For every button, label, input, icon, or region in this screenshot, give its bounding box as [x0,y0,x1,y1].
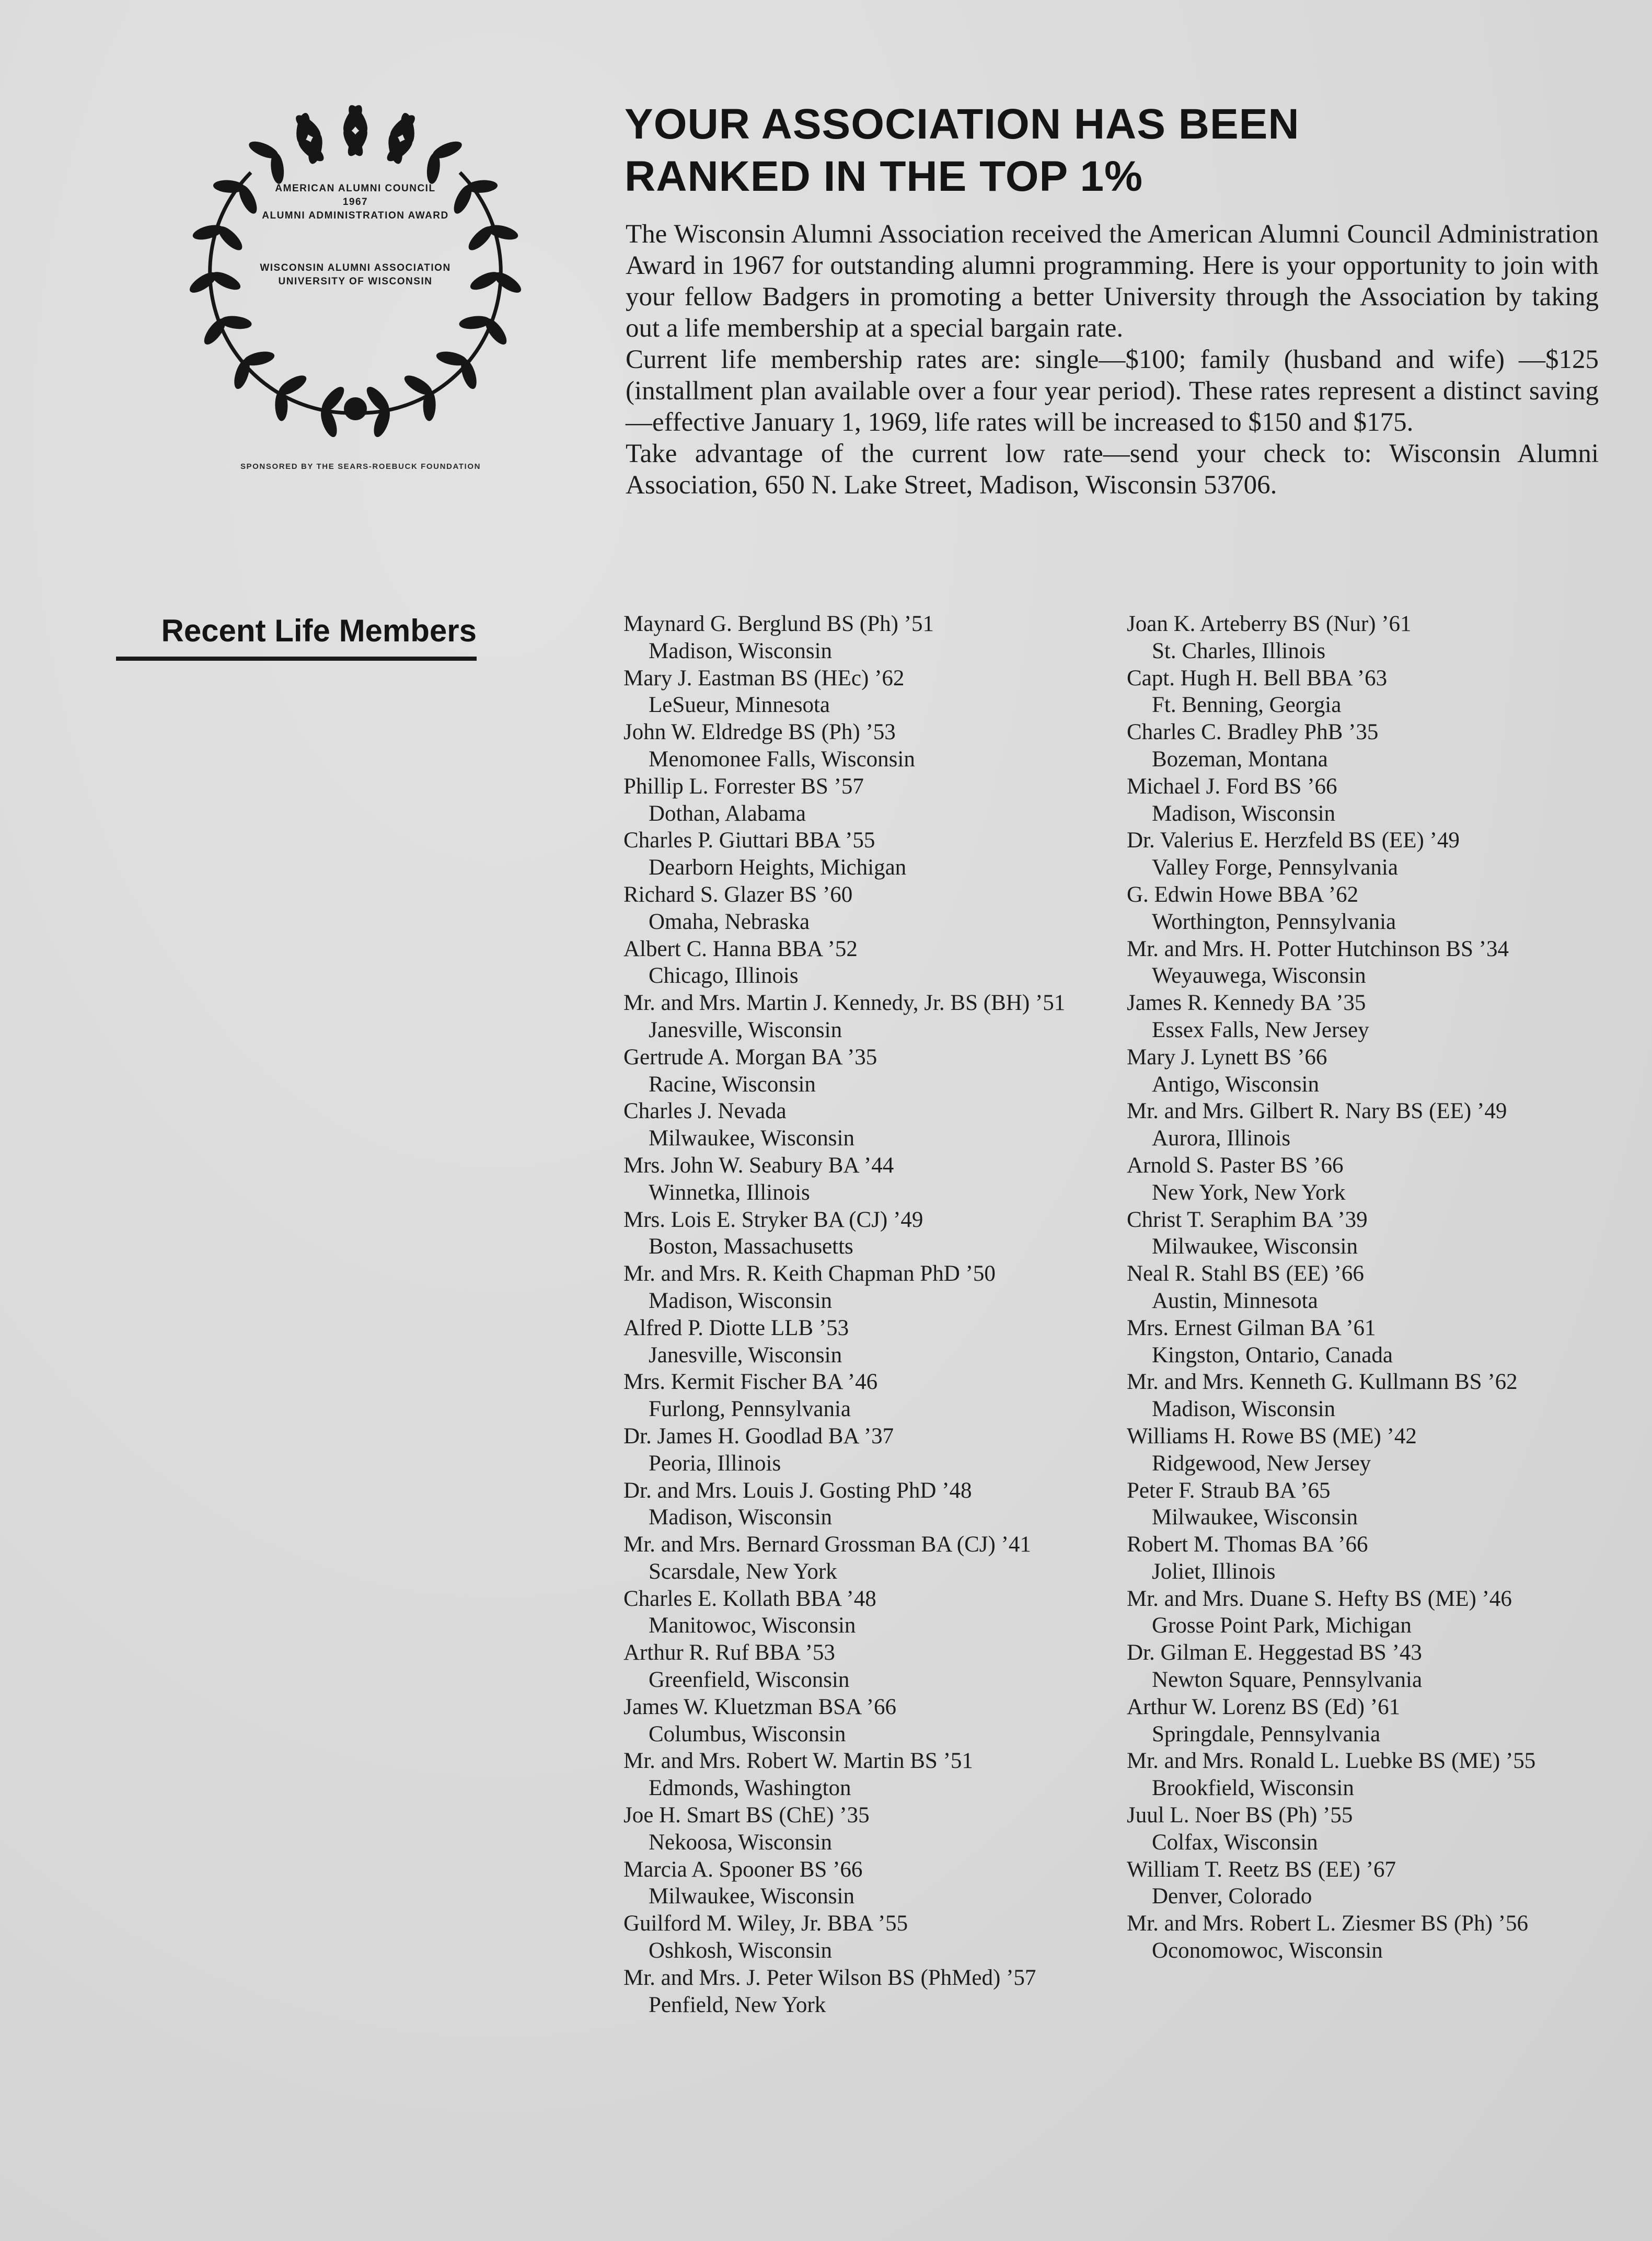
member-hometown: Milwaukee, Wisconsin [1152,1234,1358,1259]
member-hometown: Racine, Wisconsin [649,1072,816,1097]
member-name: Richard S. Glazer BS ’60 [623,882,853,907]
member-name: Mrs. John W. Seabury BA ’44 [623,1153,894,1178]
member-hometown: Penfield, New York [649,1992,826,2017]
member-name: Peter F. Straub BA ’65 [1127,1478,1331,1503]
member-entry [1127,773,1602,828]
member-hometown: Winnetka, Illinois [649,1180,810,1205]
member-hometown: Bozeman, Montana [1152,746,1328,772]
member-entry [623,611,1094,665]
member-hometown: Madison, Wisconsin [649,1288,833,1313]
member-hometown: Colfax, Wisconsin [1152,1830,1318,1855]
award-title-line: ALUMNI ADMINISTRATION AWARD [262,210,449,221]
member-entry [623,1585,1094,1640]
member-name: Mr. and Mrs. R. Keith Chapman PhD ’50 [623,1261,996,1286]
members-column-right [1127,611,1602,1964]
member-entry [623,1423,1094,1477]
member-entry [1127,1856,1602,1911]
member-hometown: Worthington, Pennsylvania [1152,909,1396,934]
member-entry [623,1098,1094,1152]
article-body [626,219,1599,501]
member-entry [623,665,1094,719]
member-hometown: Denver, Colorado [1152,1884,1312,1909]
member-hometown: Columbus, Wisconsin [649,1721,846,1746]
member-hometown: Omaha, Nebraska [649,909,810,934]
member-entry [1127,1369,1602,1423]
member-hometown: Weyauwega, Wisconsin [1152,963,1366,989]
member-entry [1127,1044,1602,1098]
member-entry [1127,1639,1602,1694]
member-hometown: Madison, Wisconsin [1152,801,1336,826]
member-hometown: Madison, Wisconsin [1152,1397,1336,1422]
member-hometown: Menomonee Falls, Wisconsin [649,746,915,772]
member-hometown: Madison, Wisconsin [649,638,833,663]
body-paragraph-address: Take advantage of the current low rate—send your check to: Wisconsin Alumni Association, 650 N. Lake Street, Madison, Wisconsin 53706. [626,439,1599,500]
headline [625,98,1513,203]
member-name: Marcia A. Spooner BS ’66 [623,1857,863,1882]
member-name: Charles E. Kollath BBA ’48 [623,1586,876,1611]
member-name: Phillip L. Forrester BS ’57 [623,774,864,799]
member-name: Mrs. Ernest Gilman BA ’61 [1127,1315,1376,1340]
member-hometown: Janesville, Wisconsin [649,1342,842,1367]
member-entry [1127,1802,1602,1856]
member-entry [623,1369,1094,1423]
member-entry [623,1260,1094,1315]
award-year-line: 1967 [342,197,368,208]
member-name: Arthur R. Ruf BBA ’53 [623,1640,835,1665]
member-hometown: Scarsdale, New York [649,1559,837,1584]
member-hometown: Dothan, Alabama [649,801,806,826]
member-hometown: Manitowoc, Wisconsin [649,1613,856,1638]
member-entry [623,1802,1094,1856]
member-hometown: Peoria, Illinois [649,1451,781,1476]
member-entry [623,773,1094,828]
member-name: Mr. and Mrs. Bernard Grossman BA (CJ) ’41 [623,1532,1031,1557]
member-name: Robert M. Thomas BA ’66 [1127,1532,1368,1557]
member-entry [1127,1748,1602,1802]
member-name: Mary J. Lynett BS ’66 [1127,1044,1327,1070]
member-name: Juul L. Noer BS (Ph) ’55 [1127,1803,1353,1828]
member-name: Mr. and Mrs. Gilbert R. Nary BS (EE) ’49 [1127,1099,1507,1124]
member-name: James R. Kennedy BA ’35 [1127,991,1366,1016]
member-entry [1127,665,1602,719]
member-hometown: Edmonds, Washington [649,1776,851,1801]
member-hometown: New York, New York [1152,1180,1346,1205]
member-name: Dr. Valerius E. Herzfeld BS (EE) ’49 [1127,828,1460,853]
member-name: Mr. and Mrs. Ronald L. Luebke BS (ME) ’55 [1127,1749,1536,1774]
award-seal-top-text [188,182,523,223]
member-entry [623,1964,1094,2019]
member-entry [1127,1531,1602,1585]
member-hometown: Milwaukee, Wisconsin [1152,1505,1358,1530]
award-council-line: AMERICAN ALUMNI COUNCIL [275,183,436,194]
member-name: Capt. Hugh H. Bell BBA ’63 [1127,665,1388,691]
member-name: William T. Reetz BS (EE) ’67 [1127,1857,1396,1882]
member-entry [1127,1694,1602,1748]
body-paragraph-award: The Wisconsin Alumni Association received the American Alumni Council Administration Award in 1967 for outstanding alumni programming. Here is your opportunity to join with your fellow Badgers in promoting a better University through the Association by taking out a life membership at a special bargain rate. [626,220,1599,343]
member-name: Mr. and Mrs. J. Peter Wilson BS (PhMed) ’57 [623,1965,1036,1990]
member-entry [1127,1098,1602,1152]
member-hometown: Kingston, Ontario, Canada [1152,1342,1393,1367]
member-entry [623,1044,1094,1098]
member-entry [623,1748,1094,1802]
member-entry [1127,1423,1602,1477]
member-hometown: St. Charles, Illinois [1152,638,1326,663]
member-hometown: Milwaukee, Wisconsin [649,1884,854,1909]
member-name: Michael J. Ford BS ’66 [1127,774,1337,799]
member-name: Joan K. Arteberry BS (Nur) ’61 [1127,612,1412,636]
member-name: John W. Eldredge BS (Ph) ’53 [623,720,896,745]
member-name: Neal R. Stahl BS (EE) ’66 [1127,1261,1364,1286]
member-name: Mrs. Lois E. Stryker BA (CJ) ’49 [623,1207,923,1232]
member-entry [623,881,1094,936]
member-entry [623,1856,1094,1911]
member-name: Charles P. Giuttari BBA ’55 [623,828,875,853]
member-hometown: Springdale, Pennsylvania [1152,1721,1381,1746]
member-entry [623,1477,1094,1532]
member-name: Gertrude A. Morgan BA ’35 [623,1044,877,1070]
member-hometown: Boston, Massachusetts [649,1234,853,1259]
member-name: Williams H. Rowe BS (ME) ’42 [1127,1423,1417,1449]
member-entry [1127,1206,1602,1261]
member-name: Dr. and Mrs. Louis J. Gosting PhD ’48 [623,1478,972,1503]
headline-line-2: RANKED IN THE TOP 1% [625,153,1143,200]
member-entry [1127,990,1602,1044]
section-title: Recent Life Members [116,611,477,661]
member-hometown: Antigo, Wisconsin [1152,1072,1319,1097]
member-entry [623,990,1094,1044]
member-name: Mr. and Mrs. Martin J. Kennedy, Jr. BS (BH) ’51 [623,991,1066,1016]
member-entry [623,1152,1094,1206]
member-entry [623,1694,1094,1748]
headline-line-1: YOUR ASSOCIATION HAS BEEN [625,100,1300,148]
member-entry [623,1910,1094,1964]
member-name: Christ T. Seraphim BA ’39 [1127,1207,1368,1232]
member-entry [1127,827,1602,881]
member-entry [1127,719,1602,773]
member-hometown: Joliet, Illinois [1152,1559,1276,1584]
member-hometown: Oconomowoc, Wisconsin [1152,1938,1383,1963]
member-name: Albert C. Hanna BBA ’52 [623,936,858,961]
member-name: Charles C. Bradley PhB ’35 [1127,720,1379,745]
member-name: Mrs. Kermit Fischer BA ’46 [623,1370,878,1395]
member-name: Guilford M. Wiley, Jr. BBA ’55 [623,1911,908,1936]
body-paragraph-rates: Current life membership rates are: single—$100; family (husband and wife) —$125 (installment plan available over a four year period). These rates represent a distinct saving—effective January 1, 1969, life rates will be increased to $150 and $175. [626,345,1599,437]
member-hometown: Ridgewood, New Jersey [1152,1451,1371,1476]
member-entry [1127,936,1602,990]
member-name: G. Edwin Howe BBA ’62 [1127,882,1359,907]
member-hometown: Dearborn Heights, Michigan [649,855,907,880]
member-entry [623,827,1094,881]
member-entry [623,1639,1094,1694]
member-name: Maynard G. Berglund BS (Ph) ’51 [623,612,934,636]
member-name: Alfred P. Diotte LLB ’53 [623,1315,849,1340]
member-hometown: Newton Square, Pennsylvania [1152,1668,1423,1693]
member-entry [623,1315,1094,1369]
member-name: Mr. and Mrs. Robert W. Martin BS ’51 [623,1749,973,1774]
member-hometown: Madison, Wisconsin [649,1505,833,1530]
member-name: Mr. and Mrs. H. Potter Hutchinson BS ’34 [1127,936,1509,961]
member-hometown: Brookfield, Wisconsin [1152,1776,1354,1801]
member-name: Arthur W. Lorenz BS (Ed) ’61 [1127,1694,1401,1719]
member-hometown: Grosse Point Park, Michigan [1152,1613,1412,1638]
member-entry [1127,1315,1602,1369]
member-name: Arnold S. Paster BS ’66 [1127,1153,1344,1178]
member-entry [623,719,1094,773]
member-name: Mr. and Mrs. Kenneth G. Kullmann BS ’62 [1127,1370,1518,1395]
award-seal [188,105,523,439]
member-hometown: Milwaukee, Wisconsin [649,1126,854,1151]
sponsor-credit: SPONSORED BY THE SEARS-ROEBUCK FOUNDATION [240,462,481,471]
member-entry [1127,611,1602,665]
member-name: Mr. and Mrs. Duane S. Hefty BS (ME) ’46 [1127,1586,1512,1611]
member-entry [1127,1477,1602,1532]
member-name: Dr. Gilman E. Heggestad BS ’43 [1127,1640,1422,1665]
member-hometown: Nekoosa, Wisconsin [649,1830,832,1855]
member-entry [1127,881,1602,936]
member-hometown: Ft. Benning, Georgia [1152,693,1342,718]
member-name: Mary J. Eastman BS (HEc) ’62 [623,665,905,691]
member-hometown: Essex Falls, New Jersey [1152,1017,1369,1042]
member-entry [1127,1910,1602,1964]
member-hometown: Valley Forge, Pennsylvania [1152,855,1398,880]
member-hometown: Chicago, Illinois [649,963,799,989]
member-hometown: Aurora, Illinois [1152,1126,1291,1151]
award-university-line: UNIVERSITY OF WISCONSIN [278,276,433,287]
member-hometown: Furlong, Pennsylvania [649,1397,851,1422]
member-hometown: Janesville, Wisconsin [649,1017,842,1042]
member-hometown: Greenfield, Wisconsin [649,1668,850,1693]
member-entry [1127,1260,1602,1315]
member-hometown: Austin, Minnesota [1152,1288,1318,1313]
member-name: James W. Kluetzman BSA ’66 [623,1694,896,1719]
member-name: Mr. and Mrs. Robert L. Ziesmer BS (Ph) ’56 [1127,1911,1528,1936]
member-name: Charles J. Nevada [623,1099,787,1124]
member-hometown: Oshkosh, Wisconsin [649,1938,833,1963]
award-association-line: WISCONSIN ALUMNI ASSOCIATION [260,262,451,273]
award-seal-bottom-text [188,261,523,289]
member-hometown: LeSueur, Minnesota [649,693,830,718]
member-name: Joe H. Smart BS (ChE) ’35 [623,1803,870,1828]
members-column-left [623,611,1094,2018]
member-entry [623,1206,1094,1261]
member-name: Dr. James H. Goodlad BA ’37 [623,1423,894,1449]
member-entry [1127,1152,1602,1206]
member-entry [623,936,1094,990]
member-entry [1127,1585,1602,1640]
member-entry [623,1531,1094,1585]
